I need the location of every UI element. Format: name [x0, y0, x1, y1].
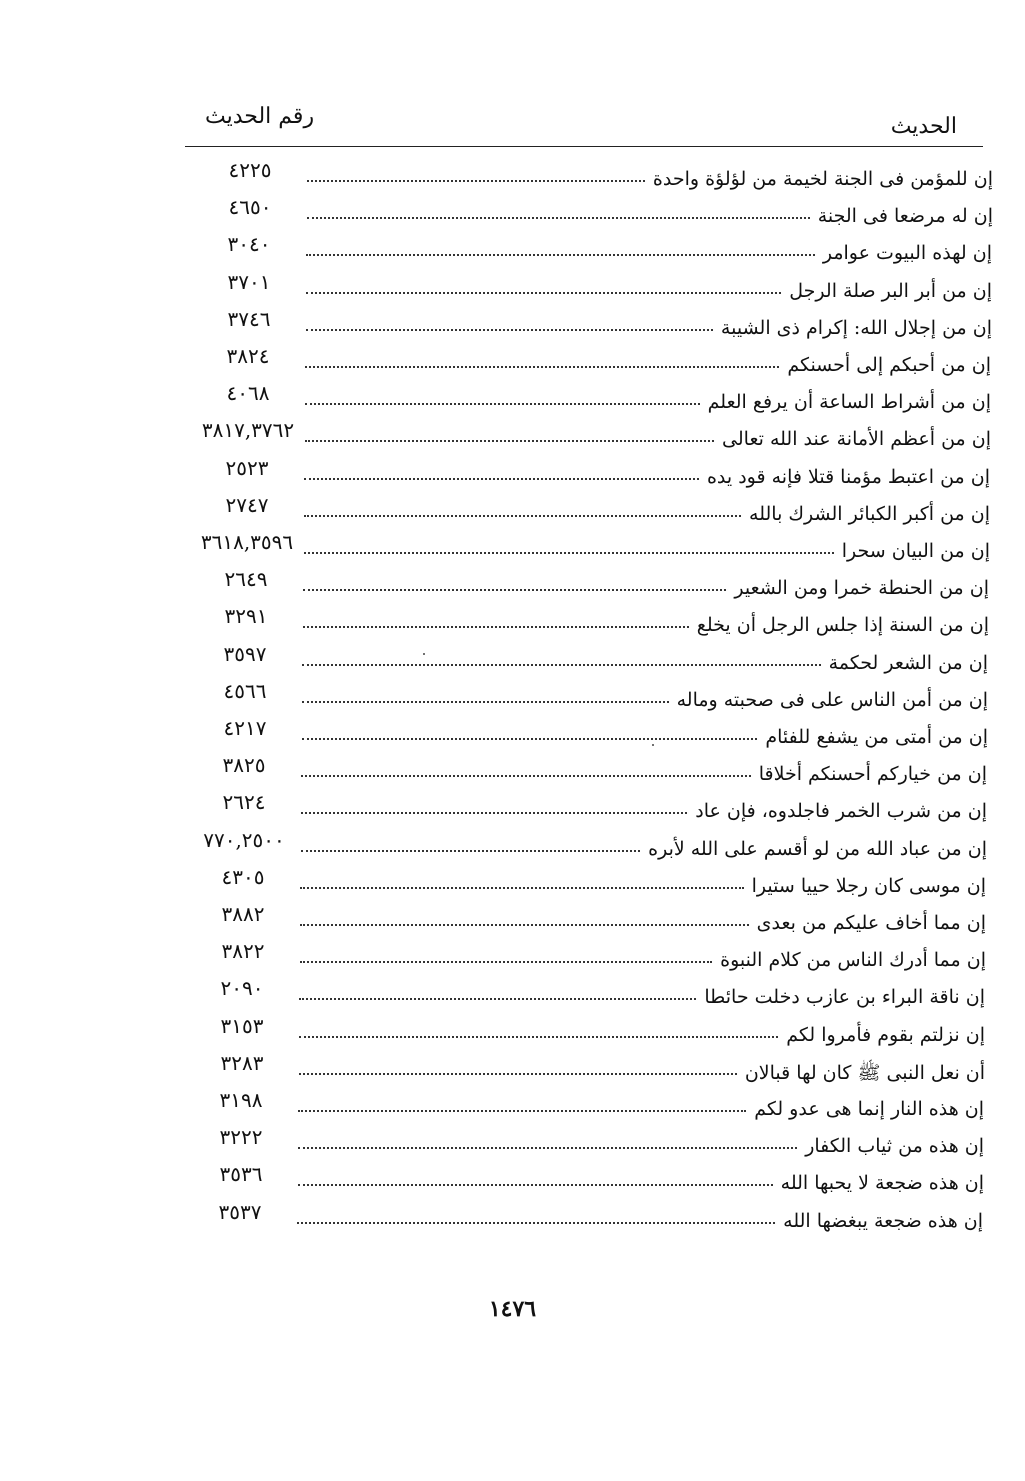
scan-speck	[652, 744, 654, 746]
index-entry-row	[194, 270, 992, 306]
leader-dots	[303, 626, 689, 628]
hadith-text: إن لهذه البيوت عوامر	[822, 242, 992, 264]
hadith-number: ٢٧٤٧	[225, 493, 269, 517]
hadith-number: ٣٨٢٤	[226, 344, 270, 368]
hadith-text: إن من اعتبط مؤمنا قتلا فإنه قود يده	[706, 466, 990, 488]
leader-dots	[301, 850, 640, 852]
hadith-number: ٣٨١٧,٣٧٦٢	[201, 418, 295, 442]
hadith-number: ٣٨٢٢	[221, 939, 265, 963]
leader-dots	[306, 292, 781, 294]
hadith-text: إن مما أخاف عليكم من بعدى	[756, 912, 986, 934]
index-entry-row	[195, 158, 993, 194]
hadith-text: إن من الشعر لحكمة	[828, 652, 988, 674]
hadith-number: ٣٢٩١	[224, 604, 268, 628]
hadith-text: إن من الحنطة خمرا ومن الشعير	[734, 577, 989, 599]
index-entry-row	[185, 1200, 983, 1236]
hadith-number: ٢٦٤٩	[224, 567, 268, 591]
hadith-number: ٣٧٤٦	[227, 307, 271, 331]
hadith-text: إن من البيان سحرا	[841, 540, 990, 562]
leader-dots	[307, 217, 810, 219]
index-entry-row	[190, 716, 988, 752]
hadith-text: إن من أمن الناس على فى صحبته وماله	[676, 689, 988, 711]
scan-speck	[423, 653, 425, 655]
hadith-number: ٣٠٤٠	[227, 232, 271, 256]
leader-dots	[304, 515, 741, 517]
leader-dots	[306, 254, 815, 256]
leader-dots	[303, 589, 726, 591]
hadith-number: ٧٧٠,٢٥٠٠	[203, 828, 285, 852]
hadith-text: إن نزلتم بقوم فأمروا لكم	[786, 1024, 985, 1046]
leader-dots	[301, 775, 751, 777]
hadith-number: ٢٥٢٣	[225, 456, 269, 480]
index-entry-row	[191, 604, 989, 640]
index-entry-row	[187, 1051, 985, 1087]
hadith-number: ٤٢١٧	[223, 716, 267, 740]
hadith-number: ٣٨٢٥	[222, 753, 266, 777]
index-entry-row	[188, 902, 986, 938]
index-entry-row	[193, 344, 991, 380]
index-entry-row	[195, 195, 993, 231]
leader-dots	[299, 1073, 737, 1075]
hadith-number: ٣٥٣٦	[219, 1162, 263, 1186]
hadith-text: إن من أمتى من يشفع للفئام	[765, 726, 988, 748]
hadith-number: ٣٦١٨,٣٥٩٦	[200, 530, 294, 554]
hadith-text: إن من السنة إذا جلس الرجل أن يخلع	[696, 614, 989, 636]
index-entry-row	[187, 976, 985, 1012]
index-entry-row	[192, 456, 990, 492]
leader-dots	[300, 961, 712, 963]
index-entry-row	[190, 679, 988, 715]
hadith-text: إن من خياركم أحسنكم أخلاقا	[758, 763, 987, 785]
leader-dots	[298, 1110, 746, 1112]
index-entry-row	[192, 530, 990, 566]
hadith-text: إن موسى كان رجلا حييا ستيرا	[751, 875, 986, 897]
leader-dots	[299, 1036, 778, 1038]
hadith-text: إن من أشراط الساعة أن يرفع العلم	[707, 391, 991, 413]
hadith-text: إن من إجلال الله: إكرام ذى الشيبة	[720, 317, 992, 339]
hadith-text: إن مما أدرك الناس من كلام النبوة	[720, 949, 986, 971]
hadith-number: ٣٧٠١	[227, 270, 271, 294]
hadith-number: ٤٦٥٠	[228, 195, 272, 219]
hadith-number: ٣٢٢٢	[219, 1125, 263, 1149]
hadith-text: إن ناقة البراء بن عازب دخلت حائطا	[704, 986, 985, 1008]
hadith-text: إن من أبر البر صلة الرجل	[789, 280, 992, 302]
hadith-number: ٣١٥٣	[220, 1014, 264, 1038]
hadith-text: إن من أكبر الكبائر الشرك بالله	[749, 503, 990, 525]
header-hadith-title: الحديث	[890, 114, 957, 139]
hadith-text: إن هذه ضجعة لا يحبها الله	[780, 1172, 984, 1194]
hadith-text: إن هذه النار إنما هى عدو لكم	[754, 1098, 984, 1120]
hadith-text: إن من عباد الله من لو أقسم على الله لأبره	[648, 838, 987, 860]
hadith-number: ٤٢٢٥	[228, 158, 272, 182]
index-entry-row	[191, 567, 989, 603]
index-entry-row	[192, 493, 990, 529]
leader-dots	[298, 1184, 773, 1186]
index-entry-row	[188, 939, 986, 975]
leader-dots	[297, 1222, 775, 1224]
hadith-number: ٣٨٨٢	[221, 902, 265, 926]
hadith-text: إن هذه من ثياب الكفار	[805, 1135, 984, 1157]
index-entry-row	[186, 1162, 984, 1198]
leader-dots	[298, 1147, 797, 1149]
leader-dots	[304, 478, 699, 480]
hadith-text: إن من شرب الخمر فاجلدوه، فإن عاد	[695, 800, 987, 822]
index-entry-row	[188, 865, 986, 901]
hadith-number: ٢٦٢٤	[222, 790, 266, 814]
index-entry-row	[186, 1125, 984, 1161]
leader-dots	[307, 180, 645, 182]
leader-dots	[305, 366, 779, 368]
hadith-text: إن هذه ضجعة يبغضها الله	[783, 1210, 983, 1232]
index-entry-row	[193, 381, 991, 417]
page-number: ١٤٧٦	[488, 1296, 537, 1322]
hadith-number: ٣١٩٨	[219, 1088, 263, 1112]
index-entry-row	[187, 1014, 985, 1050]
page-header	[205, 100, 985, 144]
leader-dots	[300, 924, 749, 926]
hadith-number: ٣٥٩٧	[223, 642, 267, 666]
leader-dots	[305, 440, 714, 442]
leader-dots	[299, 998, 696, 1000]
leader-dots	[304, 552, 834, 554]
index-entry-row	[190, 642, 988, 678]
hadith-number: ٤٥٦٦	[223, 679, 267, 703]
index-entry-row	[189, 828, 987, 864]
header-hadith-number-title: رقم الحديث	[205, 104, 315, 129]
index-entry-row	[194, 307, 992, 343]
index-entry-row	[189, 753, 987, 789]
leader-dots	[302, 738, 757, 740]
hadith-text: إن للمؤمن فى الجنة لخيمة من لؤلؤة واحدة	[652, 168, 993, 190]
hadith-number: ٣٢٨٣	[220, 1051, 264, 1075]
hadith-number: ٣٥٣٧	[218, 1200, 262, 1224]
hadith-text: إن من أعظم الأمانة عند الله تعالى	[722, 428, 991, 450]
hadith-number: ٤٣٠٥	[221, 865, 265, 889]
index-entry-row	[189, 790, 987, 826]
hadith-number: ٤٠٦٨	[226, 381, 270, 405]
hadith-number: ٢٠٩٠	[220, 976, 264, 1000]
leader-dots	[302, 701, 669, 703]
hadith-text: إن من أحبكم إلى أحسنكم	[787, 354, 991, 376]
leader-dots	[300, 887, 744, 889]
header-divider	[185, 146, 983, 147]
index-entry-row	[193, 418, 991, 454]
hadith-text: إن له مرضعا فى الجنة	[817, 205, 993, 227]
leader-dots	[305, 403, 700, 405]
index-entry-row	[194, 232, 992, 268]
leader-dots	[306, 329, 713, 331]
leader-dots	[302, 664, 821, 666]
leader-dots	[301, 812, 687, 814]
hadith-text: أن نعل النبى ﷺ كان لها قبالان	[744, 1062, 985, 1084]
index-entry-row	[186, 1088, 984, 1124]
